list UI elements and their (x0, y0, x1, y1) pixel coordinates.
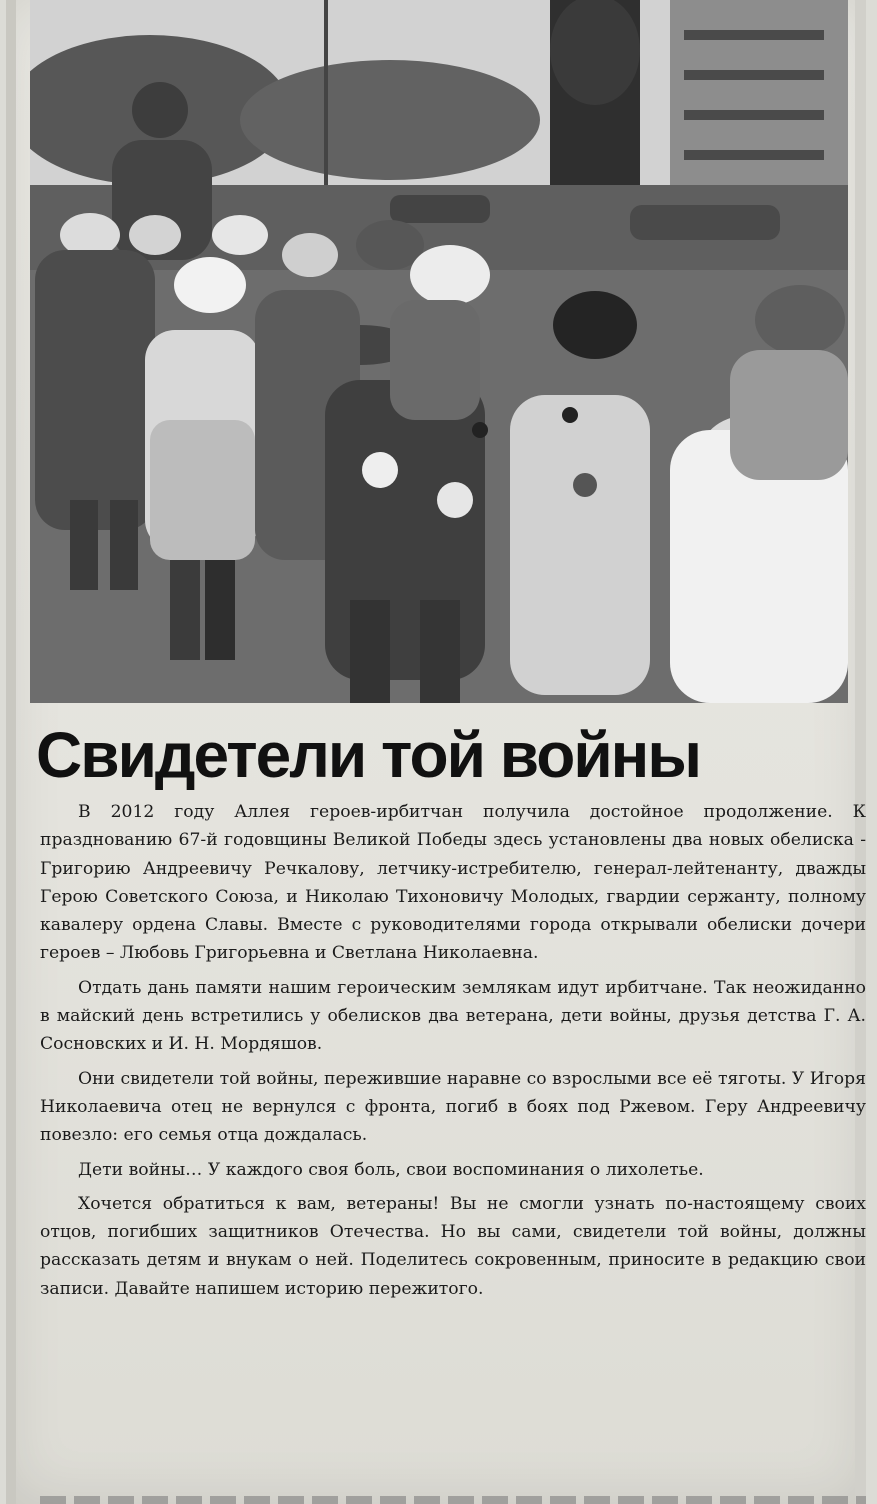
article-paragraph: Они свидетели той войны, пережившие наравне со взрослыми все её тяготы. У Игоря Николаевича отец не вернулся с фронта, погиб в боях под Ржевом. Геру Андреевичу повезло: его семья отца дождалась. (40, 1068, 866, 1146)
next-article-cut-text (40, 1496, 866, 1504)
article-paragraph: В 2012 году Аллея героев-ирбитчан получила достойное продолжение. К празднованию 67-й годовщины Великой Победы здесь установлены два новых обелиска - Григорию Андреевичу Речкалову, летчику-истребителю, генерал-лейтенанту, дважды Герою Советского Союза, и Николаю Тихоновичу Молодых, гвардии сержанту, полному кавалеру ордена Славы. Вместе с руководителями города открывали обелиски дочери героев – Любовь Григорьевна и Светлана Николаевна. (40, 802, 866, 964)
article-paragraph: Дети войны… У каждого своя боль, свои воспоминания о лихолетье. (78, 1159, 704, 1180)
news-photo-children-at-monument (30, 0, 848, 703)
article-headline: Свидетели той войны (36, 719, 700, 791)
page-left-edge (6, 0, 16, 1504)
article-paragraph: Отдать дань памяти нашим героическим землякам идут ирбитчане. Так неожиданно в майский день встретились у обелисков два ветерана, дети войны, друзья детства Г. А. Сосновских и И. Н. Мордяшов. (40, 977, 866, 1055)
newspaper-page (6, 0, 866, 1504)
article-paragraph: Хочется обратиться к вам, ветераны! Вы не смогли узнать по-настоящему своих отцов, погибших защитников Отечества. Но вы сами, свидетели той войны, должны рассказать детям и внукам о ней. Поделитесь сокровенным, приносите в редакцию свои записи. Давайте напишем историю пережитого. (40, 1193, 866, 1299)
article-body (40, 798, 866, 1303)
